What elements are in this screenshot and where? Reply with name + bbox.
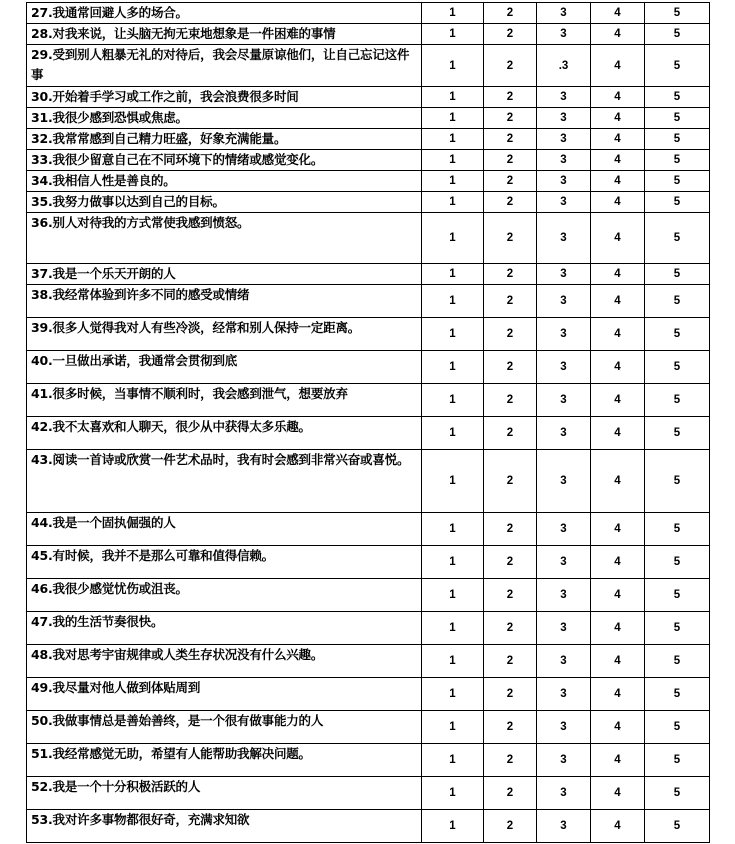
rating-option-2[interactable]: 2 <box>484 108 537 129</box>
rating-option-2[interactable]: 2 <box>484 3 537 24</box>
rating-option-4[interactable]: 4 <box>591 129 645 150</box>
question-text: 40.一旦做出承诺，我通常会贯彻到底 <box>27 351 422 384</box>
question-row <box>27 171 710 192</box>
rating-option-2[interactable]: 2 <box>484 744 537 777</box>
question-row <box>27 351 710 384</box>
rating-option-5[interactable]: 5 <box>645 351 710 384</box>
rating-option-5[interactable]: 5 <box>645 24 710 45</box>
rating-option-1[interactable]: 1 <box>422 318 484 351</box>
question-row <box>27 192 710 213</box>
rating-option-1[interactable]: 1 <box>422 45 484 87</box>
rating-option-3[interactable]: 3 <box>537 285 591 318</box>
rating-option-4[interactable]: 4 <box>591 417 645 450</box>
rating-option-4[interactable]: 4 <box>591 711 645 744</box>
rating-option-5[interactable]: 5 <box>645 384 710 417</box>
rating-option-5[interactable]: 5 <box>645 150 710 171</box>
rating-option-3[interactable]: 3 <box>537 645 591 678</box>
questionnaire-table <box>26 2 710 843</box>
rating-option-1[interactable]: 1 <box>422 87 484 108</box>
question-text: 53.我对许多事物都很好奇，充满求知欲 <box>27 810 422 843</box>
rating-option-2[interactable]: 2 <box>484 579 537 612</box>
rating-option-3[interactable]: 3 <box>537 579 591 612</box>
question-text: 52.我是一个十分积极活跃的人 <box>27 777 422 810</box>
rating-option-1[interactable]: 1 <box>422 711 484 744</box>
rating-option-5[interactable]: 5 <box>645 87 710 108</box>
question-row <box>27 645 710 678</box>
rating-option-1[interactable]: 1 <box>422 351 484 384</box>
rating-option-5[interactable]: 5 <box>645 810 710 843</box>
rating-option-4[interactable]: 4 <box>591 744 645 777</box>
rating-option-1[interactable]: 1 <box>422 645 484 678</box>
question-text: 46.我很少感觉忧伤或沮丧。 <box>27 579 422 612</box>
rating-option-4[interactable]: 4 <box>591 318 645 351</box>
question-text: 39.很多人觉得我对人有些冷淡，经常和别人保持一定距离。 <box>27 318 422 351</box>
rating-option-2[interactable]: 2 <box>484 777 537 810</box>
rating-option-3[interactable]: 3 <box>537 213 591 264</box>
question-row <box>27 45 710 87</box>
rating-option-5[interactable]: 5 <box>645 192 710 213</box>
rating-option-1[interactable]: 1 <box>422 450 484 513</box>
rating-option-2[interactable]: 2 <box>484 450 537 513</box>
rating-option-2[interactable]: 2 <box>484 24 537 45</box>
rating-option-5[interactable]: 5 <box>645 285 710 318</box>
rating-option-5[interactable]: 5 <box>645 645 710 678</box>
rating-option-5[interactable]: 5 <box>645 213 710 264</box>
rating-option-3[interactable]: 3 <box>537 108 591 129</box>
question-row <box>27 3 710 24</box>
rating-option-2[interactable]: 2 <box>484 351 537 384</box>
rating-option-3[interactable]: 3 <box>537 513 591 546</box>
rating-option-5[interactable]: 5 <box>645 3 710 24</box>
rating-option-2[interactable]: 2 <box>484 678 537 711</box>
question-text: 34.我相信人性是善良的。 <box>27 171 422 192</box>
rating-option-2[interactable]: 2 <box>484 711 537 744</box>
rating-option-4[interactable]: 4 <box>591 450 645 513</box>
rating-option-1[interactable]: 1 <box>422 24 484 45</box>
question-row <box>27 678 710 711</box>
rating-option-2[interactable]: 2 <box>484 171 537 192</box>
rating-option-2[interactable]: 2 <box>484 612 537 645</box>
rating-option-4[interactable]: 4 <box>591 645 645 678</box>
question-text: 27.我通常回避人多的场合。 <box>27 3 422 24</box>
question-text: 38.我经常体验到许多不同的感受或情绪 <box>27 285 422 318</box>
rating-option-3[interactable]: 3 <box>537 711 591 744</box>
rating-option-1[interactable]: 1 <box>422 3 484 24</box>
rating-option-3[interactable]: 3 <box>537 777 591 810</box>
question-text: 29.受到别人粗暴无礼的对待后，我会尽量原谅他们，让自己忘记这件事 <box>27 45 422 87</box>
rating-option-2[interactable]: 2 <box>484 645 537 678</box>
question-row <box>27 264 710 285</box>
rating-option-3[interactable]: 3 <box>537 678 591 711</box>
rating-option-1[interactable]: 1 <box>422 777 484 810</box>
rating-option-3[interactable]: 3 <box>537 612 591 645</box>
question-text: 35.我努力做事以达到自己的目标。 <box>27 192 422 213</box>
rating-option-5[interactable]: 5 <box>645 546 710 579</box>
rating-option-5[interactable]: 5 <box>645 318 710 351</box>
rating-option-3[interactable]: 3 <box>537 129 591 150</box>
rating-option-4[interactable]: 4 <box>591 87 645 108</box>
question-row <box>27 777 710 810</box>
question-text: 51.我经常感觉无助，希望有人能帮助我解决问题。 <box>27 744 422 777</box>
rating-option-5[interactable]: 5 <box>645 450 710 513</box>
rating-option-5[interactable]: 5 <box>645 744 710 777</box>
rating-option-5[interactable]: 5 <box>645 612 710 645</box>
rating-option-1[interactable]: 1 <box>422 384 484 417</box>
question-text: 43.阅读一首诗或欣赏一件艺术品时，我有时会感到非常兴奋或喜悦。 <box>27 450 422 513</box>
question-row <box>27 810 710 843</box>
rating-option-2[interactable]: 2 <box>484 318 537 351</box>
rating-option-4[interactable]: 4 <box>591 45 645 87</box>
rating-option-1[interactable]: 1 <box>422 678 484 711</box>
rating-option-1[interactable]: 1 <box>422 513 484 546</box>
rating-option-3[interactable]: .3 <box>537 45 591 87</box>
question-text: 42.我不太喜欢和人聊天，很少从中获得太多乐趣。 <box>27 417 422 450</box>
rating-option-3[interactable]: 3 <box>537 351 591 384</box>
question-row <box>27 285 710 318</box>
rating-option-2[interactable]: 2 <box>484 264 537 285</box>
question-text: 30.开始着手学习或工作之前，我会浪费很多时间 <box>27 87 422 108</box>
rating-option-4[interactable]: 4 <box>591 351 645 384</box>
rating-option-4[interactable]: 4 <box>591 546 645 579</box>
rating-option-5[interactable]: 5 <box>645 417 710 450</box>
rating-option-2[interactable]: 2 <box>484 87 537 108</box>
rating-option-1[interactable]: 1 <box>422 744 484 777</box>
question-row <box>27 108 710 129</box>
question-row <box>27 546 710 579</box>
rating-option-5[interactable]: 5 <box>645 513 710 546</box>
question-text: 31.我很少感到恐惧或焦虑。 <box>27 108 422 129</box>
rating-option-3[interactable]: 3 <box>537 318 591 351</box>
rating-option-2[interactable]: 2 <box>484 810 537 843</box>
rating-option-1[interactable]: 1 <box>422 150 484 171</box>
question-text: 33.我很少留意自己在不同环境下的情绪或感觉变化。 <box>27 150 422 171</box>
rating-option-4[interactable]: 4 <box>591 513 645 546</box>
question-row <box>27 150 710 171</box>
rating-option-1[interactable]: 1 <box>422 417 484 450</box>
rating-option-1[interactable]: 1 <box>422 810 484 843</box>
question-text: 45.有时候，我并不是那么可靠和值得信赖。 <box>27 546 422 579</box>
rating-option-2[interactable]: 2 <box>484 150 537 171</box>
rating-option-3[interactable]: 3 <box>537 264 591 285</box>
rating-option-4[interactable]: 4 <box>591 264 645 285</box>
question-text: 48.我对思考宇宙规律或人类生存状况没有什么兴趣。 <box>27 645 422 678</box>
rating-option-3[interactable]: 3 <box>537 24 591 45</box>
rating-option-1[interactable]: 1 <box>422 612 484 645</box>
rating-option-1[interactable]: 1 <box>422 171 484 192</box>
rating-option-2[interactable]: 2 <box>484 513 537 546</box>
question-text: 41.很多时候，当事情不顺利时，我会感到泄气，想要放弃 <box>27 384 422 417</box>
rating-option-3[interactable]: 3 <box>537 171 591 192</box>
rating-option-1[interactable]: 1 <box>422 546 484 579</box>
rating-option-3[interactable]: 3 <box>537 546 591 579</box>
rating-option-4[interactable]: 4 <box>591 171 645 192</box>
rating-option-5[interactable]: 5 <box>645 129 710 150</box>
question-text: 50.我做事情总是善始善终，是一个很有做事能力的人 <box>27 711 422 744</box>
rating-option-2[interactable]: 2 <box>484 45 537 87</box>
question-text: 28.对我来说，让头脑无拘无束地想象是一件困难的事情 <box>27 24 422 45</box>
questionnaire-body <box>27 3 710 843</box>
rating-option-2[interactable]: 2 <box>484 417 537 450</box>
rating-option-2[interactable]: 2 <box>484 129 537 150</box>
rating-option-5[interactable]: 5 <box>645 264 710 285</box>
question-row <box>27 384 710 417</box>
question-row <box>27 513 710 546</box>
question-row <box>27 129 710 150</box>
question-row <box>27 318 710 351</box>
rating-option-5[interactable]: 5 <box>645 777 710 810</box>
rating-option-4[interactable]: 4 <box>591 810 645 843</box>
question-row <box>27 711 710 744</box>
question-row <box>27 744 710 777</box>
rating-option-2[interactable]: 2 <box>484 213 537 264</box>
rating-option-4[interactable]: 4 <box>591 192 645 213</box>
rating-option-2[interactable]: 2 <box>484 384 537 417</box>
rating-option-4[interactable]: 4 <box>591 777 645 810</box>
rating-option-4[interactable]: 4 <box>591 384 645 417</box>
rating-option-3[interactable]: 3 <box>537 384 591 417</box>
question-row <box>27 579 710 612</box>
question-text: 37.我是一个乐天开朗的人 <box>27 264 422 285</box>
rating-option-4[interactable]: 4 <box>591 678 645 711</box>
rating-option-4[interactable]: 4 <box>591 285 645 318</box>
question-row <box>27 87 710 108</box>
rating-option-1[interactable]: 1 <box>422 264 484 285</box>
rating-option-5[interactable]: 5 <box>645 678 710 711</box>
question-text: 49.我尽量对他人做到体贴周到 <box>27 678 422 711</box>
rating-option-5[interactable]: 5 <box>645 45 710 87</box>
rating-option-3[interactable]: 3 <box>537 192 591 213</box>
rating-option-1[interactable]: 1 <box>422 213 484 264</box>
question-row <box>27 213 710 264</box>
rating-option-5[interactable]: 5 <box>645 171 710 192</box>
rating-option-1[interactable]: 1 <box>422 285 484 318</box>
rating-option-4[interactable]: 4 <box>591 24 645 45</box>
rating-option-3[interactable]: 3 <box>537 150 591 171</box>
question-row <box>27 450 710 513</box>
rating-option-4[interactable]: 4 <box>591 108 645 129</box>
question-row <box>27 417 710 450</box>
question-row <box>27 612 710 645</box>
question-text: 44.我是一个固执倔强的人 <box>27 513 422 546</box>
rating-option-4[interactable]: 4 <box>591 579 645 612</box>
rating-option-4[interactable]: 4 <box>591 213 645 264</box>
rating-option-4[interactable]: 4 <box>591 150 645 171</box>
question-row <box>27 24 710 45</box>
rating-option-3[interactable]: 3 <box>537 87 591 108</box>
rating-option-5[interactable]: 5 <box>645 108 710 129</box>
rating-option-3[interactable]: 3 <box>537 810 591 843</box>
question-text: 36.别人对待我的方式常使我感到愤怒。 <box>27 213 422 264</box>
rating-option-5[interactable]: 5 <box>645 711 710 744</box>
question-text: 32.我常常感到自己精力旺盛，好象充满能量。 <box>27 129 422 150</box>
rating-option-3[interactable]: 3 <box>537 417 591 450</box>
rating-option-2[interactable]: 2 <box>484 192 537 213</box>
rating-option-3[interactable]: 3 <box>537 744 591 777</box>
rating-option-5[interactable]: 5 <box>645 579 710 612</box>
rating-option-1[interactable]: 1 <box>422 129 484 150</box>
rating-option-1[interactable]: 1 <box>422 108 484 129</box>
rating-option-4[interactable]: 4 <box>591 612 645 645</box>
rating-option-1[interactable]: 1 <box>422 192 484 213</box>
rating-option-3[interactable]: 3 <box>537 3 591 24</box>
rating-option-2[interactable]: 2 <box>484 285 537 318</box>
rating-option-4[interactable]: 4 <box>591 3 645 24</box>
rating-option-2[interactable]: 2 <box>484 546 537 579</box>
rating-option-3[interactable]: 3 <box>537 450 591 513</box>
rating-option-1[interactable]: 1 <box>422 579 484 612</box>
question-text: 47.我的生活节奏很快。 <box>27 612 422 645</box>
